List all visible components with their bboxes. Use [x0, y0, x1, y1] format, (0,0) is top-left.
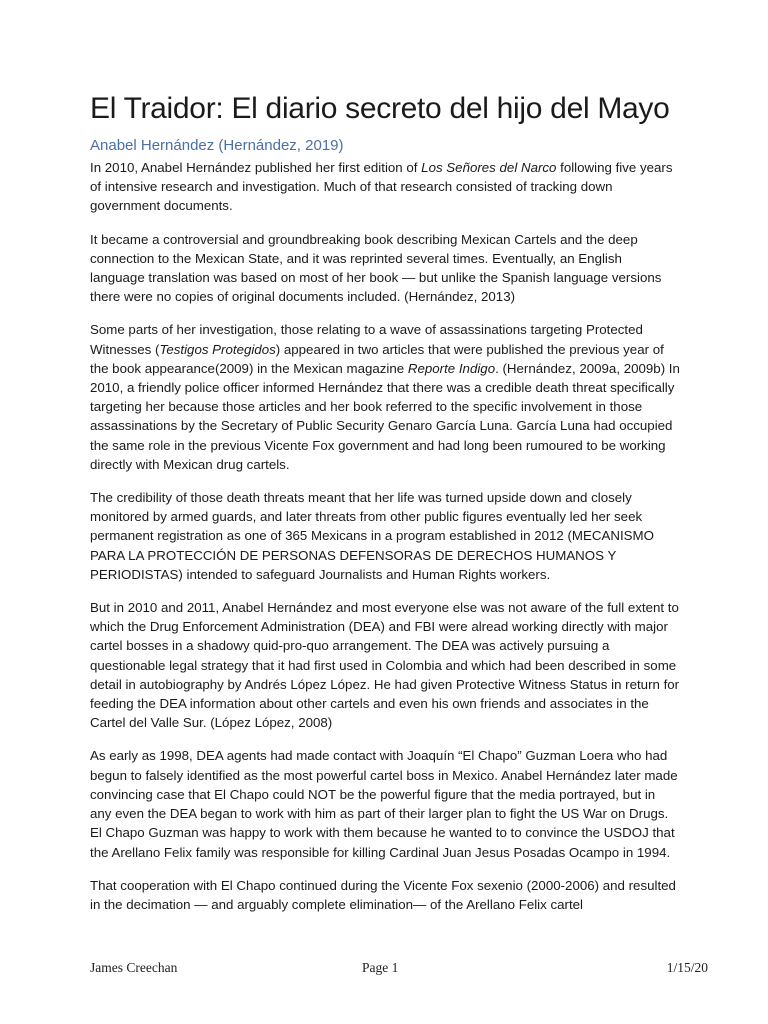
- paragraph-4: The credibility of those death threats meant that her life was turned upside down and closely monitored by armed guards, and later threats from other public figures eventually led her seek permanent registration as one of 365 Mexicans in a program established in 2012 (MECANISMO PARA LA PROTECCIÓN DE PERSONAS DEFENSORAS DE DERECHOS HUMANOS Y PERIODISTAS) intended to safeguard Journalists and Human Rights workers.: [90, 490, 654, 582]
- paragraph-7: That cooperation with El Chapo continued during the Vicente Fox sexenio (2000-2006) and resulted in the decimation — and arguably complete elimination— of the Arellano Felix cartel: [90, 877, 676, 912]
- footer-page-number: Page 1: [362, 960, 399, 975]
- paragraph-6: As early as 1998, DEA agents had made contact with Joaquín “El Chapo” Guzman Loera who had begun to falsely identified as the most powerful cartel boss in Mexico. Anabel Hernández later made convincing case that El Chapo could NOT be the powerful figure that the media portrayed, but in any even the DEA began to work with him as part of their larger plan to fight the US War on Drugs. El Chapo Guzman was happy to work with them because he wanted to to convince the USDOJ that the Arellano Felix family was responsible for killing Cardinal Juan Jesus Posadas Ocampo in 1994.: [90, 748, 678, 860]
- document-body: [90, 158, 680, 928]
- paragraph-3: Some parts of her investigation, those relating to a wave of assassinations targeting Protected Witnesses (Testigos Protegidos) appeared in two articles that were published the previous year of the book appearance(2009) in the Mexican magazine Reporte Indigo. (Hernández, 2009a, 2009b) In 2010, a friendly police officer informed Hernández that there was a credible death threat specifically targeting her because those articles and her book referred to the specific involvement in those assassinations by the Secretary of Public Security Genaro García Luna. García Luna had occupied the same role in the previous Vicente Fox government and had long been rumoured to be working directly with Mexican drug cartels.: [90, 322, 680, 472]
- paragraph-5: But in 2010 and 2011, Anabel Hernández and most everyone else was not aware of the full extent to which the Drug Enforcement Administration (DEA) and FBI were alread working directly with major cartel bosses in a shadowy quid-pro-quo arrangement. The DEA was actively pursuing a questionable legal strategy that it had first used in Colombia and which had been described in some detail in autobiography by Andrés López López. He had given Protective Witness Status in return for feeding the DEA information about other cartels and even his own friends and associates in the Cartel del Valle Sur. (López López, 2008): [90, 600, 680, 731]
- footer-author: James Creechan: [90, 960, 178, 975]
- page-subtitle: Anabel Hernández (Hernández, 2019): [90, 137, 344, 154]
- paragraph-2: It became a controversial and groundbreaking book describing Mexican Cartels and the deep connection to the Mexican State, and it was reprinted several times. Eventually, an English language translation was based on most of her book — but unlike the Spanish language versions there were no copies of original documents included. (Hernández, 2013): [90, 231, 662, 305]
- page-title: El Traidor: El diario secreto del hijo del Mayo: [90, 92, 670, 125]
- footer-date: 1/15/20: [666, 960, 708, 975]
- paragraph-1: In 2010, Anabel Hernández published her first edition of Los Señores del Narco following five years of intensive research and investigation. Much of that research consisted of tracking down government documents.: [90, 160, 673, 214]
